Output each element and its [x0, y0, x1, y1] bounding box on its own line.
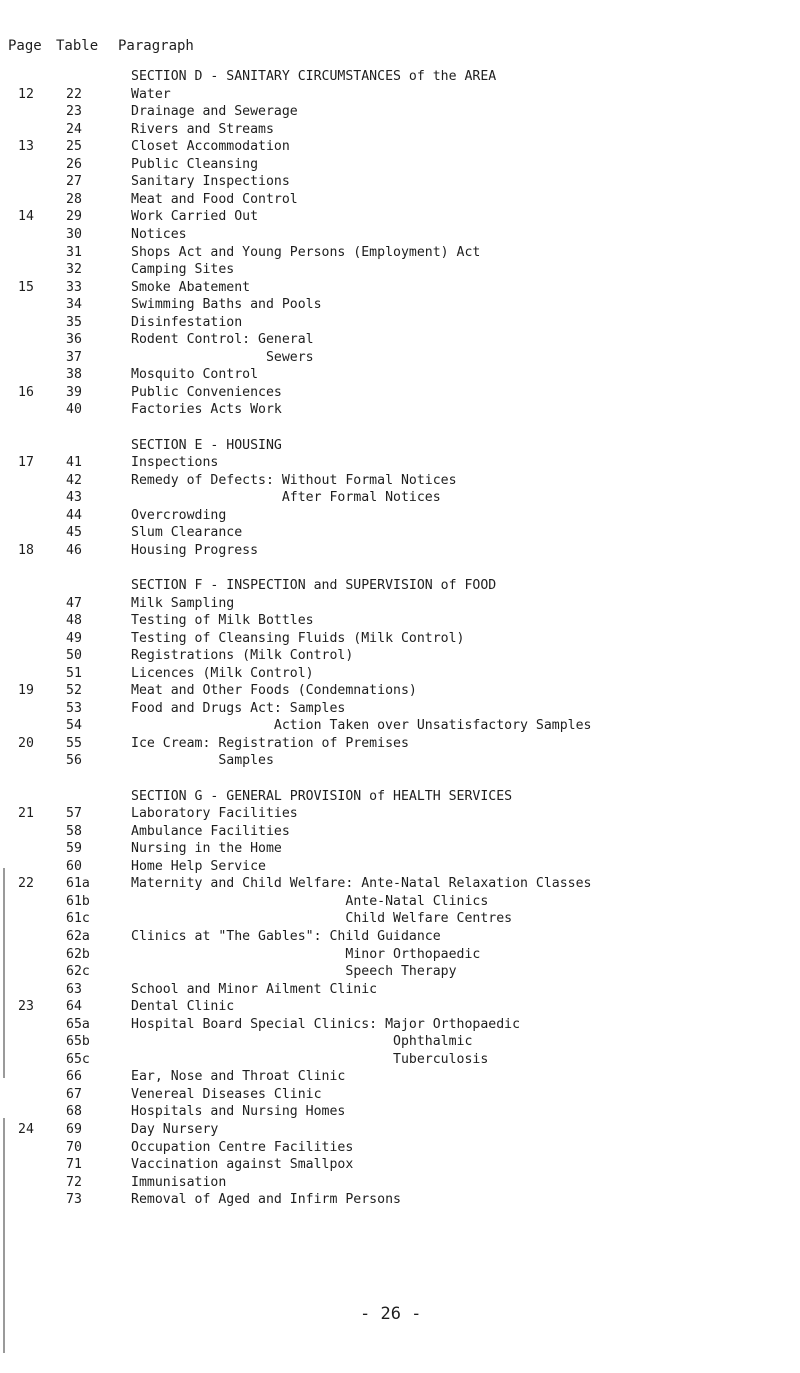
paragraph-text: Camping Sites: [131, 262, 235, 278]
table-number-cell: 45: [66, 525, 82, 541]
table-number-cell: 61b: [66, 893, 90, 909]
table-number-cell: 27: [66, 174, 82, 190]
paragraph-text: Hospitals and Nursing Homes: [131, 1104, 346, 1120]
contents-row: [0, 191, 800, 209]
contents-row: [0, 472, 800, 490]
table-number-cell: 67: [66, 1086, 82, 1102]
contents-row: [0, 840, 800, 858]
paragraph-text: Day Nursery: [131, 1122, 219, 1137]
contents-row: [0, 682, 800, 700]
paragraph-text: Slum Clearance: [131, 525, 243, 541]
table-number-cell: 61a: [66, 876, 90, 892]
contents-row: [0, 279, 800, 297]
paragraph-text: Occupation Centre Facilities: [131, 1139, 354, 1155]
paragraph-text: Tuberculosis: [393, 1051, 489, 1067]
table-number-cell: 26: [66, 156, 82, 172]
paragraph-text: Disinfestation: [131, 314, 243, 330]
table-number-cell: 60: [66, 858, 82, 874]
table-number-cell: 49: [66, 630, 82, 646]
table-number-cell: 62b: [66, 946, 90, 962]
contents-row: [0, 86, 800, 104]
paragraph-text: Shops Act and Young Persons (Employment) Act: [131, 244, 481, 260]
paragraph-text: Ante-Natal Clinics: [345, 893, 489, 909]
page-number-cell: 23: [18, 999, 34, 1015]
table-number-cell: 65a: [66, 1016, 90, 1032]
paragraph-text: Testing of Cleansing Fluids (Milk Control): [131, 630, 465, 646]
table-number-cell: 46: [66, 542, 82, 558]
table-number-cell: 58: [66, 823, 82, 839]
contents-row: [0, 559, 800, 577]
paragraph-text: Remedy of Defects: Without Formal Notices: [131, 472, 457, 488]
contents-row: [0, 647, 800, 665]
contents-row: [0, 595, 800, 613]
table-number-cell: 59: [66, 841, 82, 857]
contents-row: [0, 401, 800, 419]
paragraph-text: Removal of Aged and Infirm Persons: [131, 1192, 401, 1208]
page-number-cell: 12: [18, 86, 34, 102]
paragraph-text: Rivers and Streams: [131, 121, 274, 137]
contents-row: [0, 981, 800, 999]
contents-row: [0, 507, 800, 525]
contents-row: [0, 700, 800, 718]
paragraph-text: Vaccination against Smallpox: [131, 1157, 354, 1173]
paragraph-text: Hospital Board Special Clinics: Major Orthopaedic: [131, 1016, 521, 1032]
paragraph-text: Rodent Control: General: [131, 332, 314, 348]
paragraph-text: Licences (Milk Control): [131, 665, 314, 681]
header-table: Table: [56, 38, 99, 54]
table-number-cell: 63: [66, 981, 82, 997]
paragraph-text: Drainage and Sewerage: [131, 104, 298, 120]
contents-row: [0, 121, 800, 139]
contents-row: [0, 524, 800, 542]
table-number-cell: 43: [66, 490, 82, 506]
contents-row: [0, 1191, 800, 1209]
paragraph-text: Food and Drugs Act: Samples: [131, 700, 346, 716]
contents-row: [0, 173, 800, 191]
paragraph-text: Samples: [218, 753, 274, 769]
table-number-cell: 40: [66, 402, 82, 418]
table-number-cell: 52: [66, 683, 82, 699]
contents-row: [0, 805, 800, 823]
table-number-cell: 62c: [66, 964, 90, 980]
paragraph-text: Ice Cream: Registration of Premises: [131, 735, 409, 751]
contents-row: [0, 296, 800, 314]
section-heading: [0, 68, 800, 86]
table-number-cell: 71: [66, 1157, 82, 1173]
table-number-cell: 38: [66, 367, 82, 383]
page-number-cell: 16: [18, 384, 34, 400]
contents-row: [0, 1086, 800, 1104]
paragraph-text: Work Carried Out: [131, 209, 259, 225]
table-number-cell: 64: [66, 999, 82, 1015]
table-number-cell: 48: [66, 613, 82, 629]
paragraph-text: School and Minor Ailment Clinic: [131, 981, 378, 997]
table-number-cell: 72: [66, 1174, 82, 1190]
contents-row: [0, 489, 800, 507]
page-number-cell: 20: [18, 735, 34, 751]
paragraph-text: Sanitary Inspections: [131, 174, 290, 190]
contents-row: [0, 1139, 800, 1157]
table-number-cell: 62a: [66, 928, 90, 944]
table-number-cell: 29: [66, 209, 82, 225]
contents-row: [0, 770, 800, 788]
table-number-cell: 55: [66, 735, 82, 751]
table-number-cell: 57: [66, 806, 82, 822]
contents-row: [0, 735, 800, 753]
header-page: Page: [8, 38, 42, 54]
paragraph-text: SECTION F - INSPECTION and SUPERVISION of FOOD: [131, 577, 497, 593]
contents-row: [0, 384, 800, 402]
table-number-cell: 37: [66, 349, 82, 365]
table-number-cell: 36: [66, 332, 82, 348]
paragraph-text: Factories Acts Work: [131, 402, 282, 418]
contents-row: [0, 366, 800, 384]
contents-row: [0, 1068, 800, 1086]
contents-row: [0, 963, 800, 981]
contents-row: [0, 208, 800, 226]
contents-row: [0, 331, 800, 349]
page-number-cell: 13: [18, 139, 34, 155]
table-number-cell: 56: [66, 753, 82, 769]
paragraph-text: SECTION G - GENERAL PROVISION of HEALTH SERVICES: [131, 788, 513, 804]
paragraph-text: Speech Therapy: [345, 964, 457, 980]
table-number-cell: 68: [66, 1104, 82, 1120]
paragraph-text: Venereal Diseases Clinic: [131, 1086, 322, 1102]
paragraph-text: Swimming Baths and Pools: [131, 297, 322, 313]
paragraph-text: Maternity and Child Welfare: Ante-Natal Relaxation Classes: [131, 876, 592, 892]
contents-row: [0, 928, 800, 946]
table-number-cell: 44: [66, 507, 82, 523]
paragraph-text: Ambulance Facilities: [131, 823, 290, 839]
table-number-cell: 42: [66, 472, 82, 488]
table-number-cell: 66: [66, 1069, 82, 1085]
contents-row: [0, 893, 800, 911]
paragraph-text: Clinics at "The Gables": Child Guidance: [131, 928, 441, 944]
paragraph-text: Overcrowding: [131, 507, 227, 523]
page-number-cell: 17: [18, 455, 34, 471]
table-number-cell: 41: [66, 455, 82, 471]
paragraph-text: Dental Clinic: [131, 999, 235, 1015]
contents-row: [0, 946, 800, 964]
table-number-cell: 50: [66, 648, 82, 664]
paragraph-text: Notices: [131, 226, 187, 242]
section-heading: [0, 577, 800, 595]
table-number-cell: 23: [66, 104, 82, 120]
paragraph-text: Inspections: [131, 455, 219, 471]
contents-row: [0, 138, 800, 156]
table-number-cell: 73: [66, 1192, 82, 1208]
paragraph-text: Laboratory Facilities: [131, 806, 298, 822]
paragraph-text: Smoke Abatement: [131, 279, 251, 295]
contents-row: [0, 823, 800, 841]
page-number-cell: 24: [18, 1122, 34, 1137]
contents-row: [0, 752, 800, 770]
paragraph-text: Ear, Nose and Throat Clinic: [131, 1069, 346, 1085]
paragraph-text: Water: [131, 86, 171, 102]
header-paragraph: Paragraph: [118, 38, 194, 54]
contents-row: [0, 858, 800, 876]
page-number-cell: 14: [18, 209, 34, 225]
paragraph-text: SECTION D - SANITARY CIRCUMSTANCES of the AREA: [131, 69, 497, 84]
table-number-cell: 61c: [66, 911, 90, 927]
table-number-cell: 25: [66, 139, 82, 155]
contents-row: [0, 314, 800, 332]
page-number-cell: 19: [18, 683, 34, 699]
table-number-cell: 70: [66, 1139, 82, 1155]
table-number-cell: 24: [66, 121, 82, 137]
page-number-cell: 15: [18, 279, 34, 295]
paragraph-text: Mosquito Control: [131, 367, 259, 383]
table-number-cell: 65c: [66, 1051, 90, 1067]
paragraph-text: After Formal Notices: [281, 490, 441, 506]
table-number-cell: 31: [66, 244, 82, 260]
paragraph-text: Minor Orthopaedic: [345, 946, 481, 962]
paragraph-text: Meat and Other Foods (Condemnations): [131, 683, 417, 699]
paragraph-text: Registrations (Milk Control): [131, 648, 354, 664]
contents-row: [0, 349, 800, 367]
paragraph-text: Milk Sampling: [131, 595, 235, 611]
contents-row: [0, 875, 800, 893]
contents-row: [0, 1174, 800, 1192]
table-number-cell: 54: [66, 718, 82, 734]
paragraph-text: Child Welfare Centres: [345, 911, 513, 927]
contents-row: [0, 1016, 800, 1034]
contents-row: [0, 665, 800, 683]
paragraph-text: Public Conveniences: [131, 384, 282, 400]
table-number-cell: 22: [66, 86, 82, 102]
contents-row: [0, 103, 800, 121]
table-number-cell: 34: [66, 297, 82, 313]
contents-row: [0, 156, 800, 174]
paragraph-text: Housing Progress: [131, 542, 259, 558]
table-number-cell: 65b: [66, 1034, 90, 1050]
contents-row: [0, 998, 800, 1016]
table-number-cell: 53: [66, 700, 82, 716]
table-number-cell: 39: [66, 384, 82, 400]
contents-row: [0, 244, 800, 262]
contents-row: [0, 1033, 800, 1051]
paragraph-text: Nursing in the Home: [131, 841, 282, 857]
paragraph-text: Public Cleansing: [131, 156, 259, 172]
page-number-cell: 18: [18, 542, 34, 558]
page-number-cell: 22: [18, 876, 34, 892]
table-number-cell: 30: [66, 226, 82, 242]
table-number-cell: 33: [66, 279, 82, 295]
section-heading: [0, 788, 800, 806]
paragraph-text: SECTION E - HOUSING: [131, 437, 282, 453]
contents-row: [0, 910, 800, 928]
contents-row: [0, 419, 800, 437]
contents-row: [0, 1156, 800, 1174]
paragraph-text: Action Taken over Unsatisfactory Samples: [273, 718, 592, 734]
table-number-cell: 51: [66, 665, 82, 681]
table-number-cell: 35: [66, 314, 82, 330]
contents-row: [0, 454, 800, 472]
table-number-cell: 69: [66, 1122, 82, 1137]
contents-row: [0, 542, 800, 560]
page-number: - 26 -: [360, 1304, 422, 1324]
paragraph-text: Ophthalmic: [393, 1034, 473, 1050]
contents-row: [0, 630, 800, 648]
table-number-cell: 32: [66, 262, 82, 278]
paragraph-text: Home Help Service: [131, 858, 266, 874]
paragraph-text: Closet Accommodation: [131, 139, 290, 155]
contents-row: [0, 261, 800, 279]
paragraph-text: Meat and Food Control: [131, 191, 298, 207]
table-number-cell: 28: [66, 191, 82, 207]
paragraph-text: Immunisation: [131, 1174, 227, 1190]
paragraph-text: Sewers: [265, 349, 314, 365]
paragraph-text: Testing of Milk Bottles: [131, 613, 314, 629]
contents-row: [0, 1121, 800, 1139]
page-number-cell: 21: [18, 806, 34, 822]
contents-row: [0, 612, 800, 630]
section-heading: [0, 437, 800, 455]
contents-row: [0, 226, 800, 244]
contents-row: [0, 1103, 800, 1121]
contents-row: [0, 717, 800, 735]
table-number-cell: 47: [66, 595, 82, 611]
contents-row: [0, 1051, 800, 1069]
